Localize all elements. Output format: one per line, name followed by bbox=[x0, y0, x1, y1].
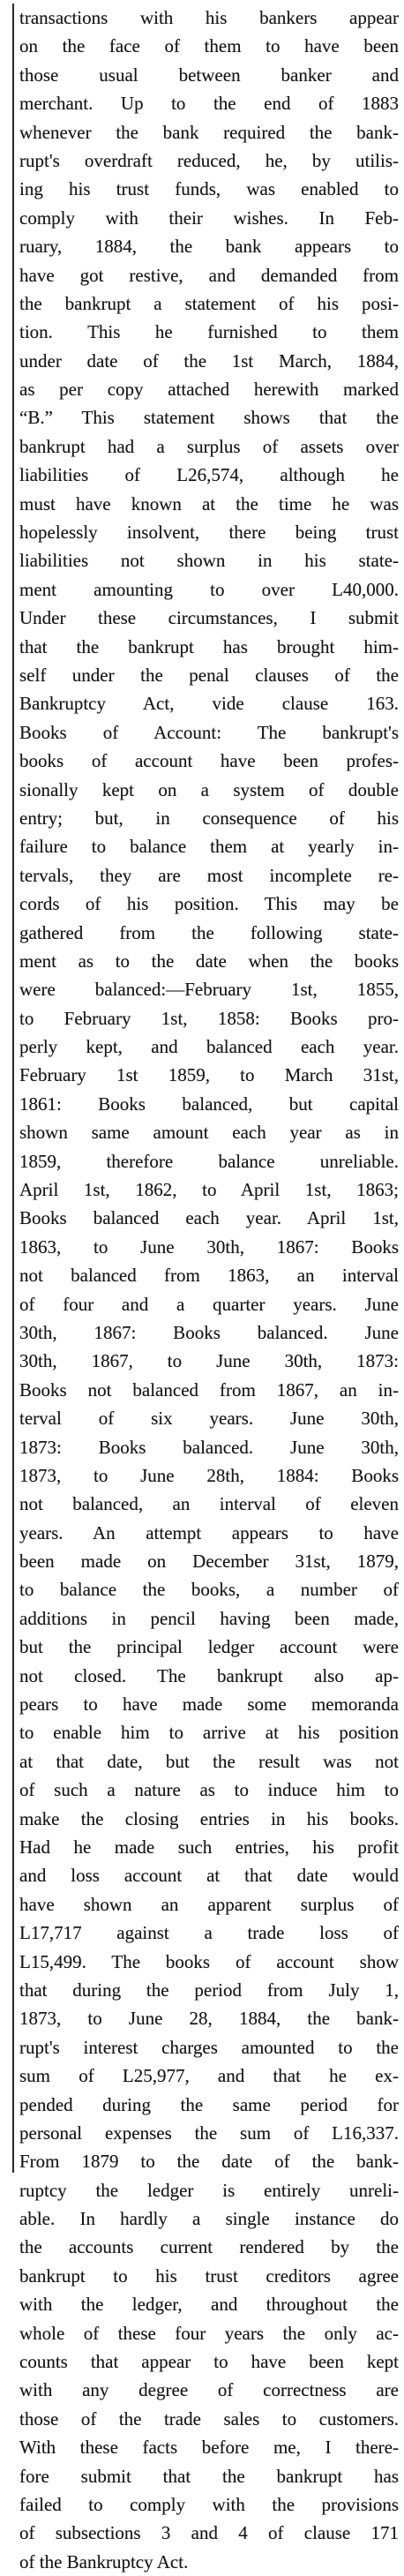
article-line: but the principal ledger account were bbox=[19, 1636, 399, 1658]
article-line: Books of Account: The bankrupt's bbox=[19, 721, 399, 743]
article-line: with the ledger, and throughout the bbox=[19, 2294, 399, 2316]
article-line: self under the penal clauses of the bbox=[19, 664, 399, 686]
article-body bbox=[19, 4, 399, 2576]
article-line: not balanced from 1863, an interval bbox=[19, 1265, 399, 1287]
article-line: those usual between banker and bbox=[19, 64, 399, 86]
article-line: 1863, to June 30th, 1867: Books bbox=[19, 1235, 399, 1258]
article-line: perly kept, and balanced each year. bbox=[19, 1036, 399, 1058]
article-line: tervals, they are most incomplete re- bbox=[19, 864, 399, 886]
article-line: of the Bankruptcy Act. bbox=[19, 2550, 189, 2572]
newspaper-column bbox=[12, 4, 399, 2572]
article-line: 30th, 1867, to June 30th, 1873: bbox=[19, 1350, 399, 1372]
article-line: of such a nature as to induce him to bbox=[19, 1779, 399, 1801]
article-line: pended during the same period for bbox=[19, 2093, 399, 2115]
article-line: been made on December 31st, 1879, bbox=[19, 1551, 399, 1573]
article-line: 1873, to June 28, 1884, the bank- bbox=[19, 2008, 399, 2030]
article-line: bankrupt had a surplus of assets over bbox=[19, 435, 399, 457]
article-line: years. An attempt appears to have bbox=[19, 1521, 399, 1543]
article-line: April 1st, 1862, to April 1st, 1863; bbox=[19, 1179, 399, 1201]
article-line: Books balanced each year. April 1st, bbox=[19, 1207, 399, 1229]
article-line: liabilities of L26,574, although he bbox=[19, 464, 399, 486]
article-line: shown same amount each year as in bbox=[19, 1122, 399, 1144]
article-line: failure to balance them at yearly in- bbox=[19, 836, 399, 858]
article-line: personal expenses the sum of L16,337. bbox=[19, 2122, 399, 2144]
article-line: the bankrupt a statement of his posi- bbox=[19, 292, 399, 314]
article-line: hopelessly insolvent, there being trust bbox=[19, 522, 399, 544]
article-line: Books not balanced from 1867, an in- bbox=[19, 1378, 399, 1401]
article-line: L17,717 against a trade loss of bbox=[19, 1922, 399, 1944]
article-line: on the face of them to have been bbox=[19, 35, 399, 57]
article-line: the accounts current rendered by the bbox=[19, 2236, 399, 2258]
article-line: entry; but, in consequence of his bbox=[19, 807, 399, 829]
article-line: 1859, therefore balance unreliable. bbox=[19, 1150, 399, 1172]
article-line: have got restive, and demanded from bbox=[19, 264, 399, 286]
article-line: February 1st 1859, to March 31st, bbox=[19, 1064, 399, 1086]
article-line: and loss account at that date would bbox=[19, 1865, 399, 1887]
article-line: rupt's interest charges amounted to the bbox=[19, 2036, 399, 2058]
article-line: Bankruptcy Act, vide clause 163. bbox=[19, 693, 399, 715]
article-line: sionally kept on a system of double bbox=[19, 778, 399, 800]
article-line: rupt's overdraft reduced, he, by utilis- bbox=[19, 149, 399, 171]
article-line: 1873, to June 28th, 1884: Books bbox=[19, 1464, 399, 1486]
article-line: 1861: Books balanced, but capital bbox=[19, 1093, 399, 1115]
article-line: ruary, 1884, the bank appears to bbox=[19, 236, 399, 258]
article-line: transactions with his bankers appear bbox=[19, 7, 399, 28]
article-line: ruptcy the ledger is entirely unreli- bbox=[19, 2179, 399, 2201]
article-line: cords of his position. This may be bbox=[19, 893, 399, 915]
article-line: failed to comply with the provisions bbox=[19, 2493, 399, 2515]
article-line: to February 1st, 1858: Books pro- bbox=[19, 1007, 399, 1029]
article-line: to enable him to arrive at his position bbox=[19, 1722, 399, 1744]
article-line: merchant. Up to the end of 1883 bbox=[19, 93, 399, 115]
article-line: that the bankrupt has brought him- bbox=[19, 635, 399, 657]
article-line: sum of L25,977, and that he ex- bbox=[19, 2065, 399, 2087]
article-line: With these facts before me, I there- bbox=[19, 2437, 399, 2459]
article-line: whole of these four years the only ac- bbox=[19, 2322, 399, 2344]
article-line: fore submit that the bankrupt has bbox=[19, 2465, 399, 2487]
article-line: of four and a quarter years. June bbox=[19, 1293, 399, 1315]
article-line: of subsections 3 and 4 of clause 171 bbox=[19, 2522, 399, 2544]
article-line: counts that appear to have been kept bbox=[19, 2351, 399, 2373]
article-line: make the closing entries in his books. bbox=[19, 1807, 399, 1829]
article-line: not balanced, an interval of eleven bbox=[19, 1493, 399, 1515]
article-line: at that date, but the result was not bbox=[19, 1750, 399, 1772]
article-line: terval of six years. June 30th, bbox=[19, 1408, 399, 1430]
article-line: Had he made such entries, his profit bbox=[19, 1836, 399, 1858]
article-line: comply with their wishes. In Feb- bbox=[19, 207, 399, 229]
article-line: 30th, 1867: Books balanced. June bbox=[19, 1321, 399, 1343]
article-line: pears to have made some memoranda bbox=[19, 1694, 399, 1716]
article-line: L15,499. The books of account show bbox=[19, 1950, 399, 1972]
article-line: whenever the bank required the bank- bbox=[19, 121, 399, 143]
article-line: as per copy attached herewith marked bbox=[19, 379, 399, 401]
article-line: were balanced:—February 1st, 1855, bbox=[19, 979, 399, 1001]
article-line: liabilities not shown in his state- bbox=[19, 550, 399, 572]
article-line: 1873: Books balanced. June 30th, bbox=[19, 1436, 399, 1458]
article-line: “B.” This statement shows that the bbox=[19, 407, 399, 429]
article-line: From 1879 to the date of the bank- bbox=[19, 2151, 399, 2173]
article-line: tion. This he furnished to them bbox=[19, 321, 399, 343]
article-line: have shown an apparent surplus of bbox=[19, 1893, 399, 1915]
article-line: under date of the 1st March, 1884, bbox=[19, 349, 399, 372]
article-line: those of the trade sales to customers. bbox=[19, 2407, 399, 2430]
article-line: Under these circumstances, I submit bbox=[19, 607, 399, 629]
article-line: ing his trust funds, was enabled to bbox=[19, 178, 399, 200]
article-line: able. In hardly a single instance do bbox=[19, 2208, 399, 2230]
article-line: additions in pencil having been made, bbox=[19, 1607, 399, 1629]
article-line: bankrupt to his trust creditors agree bbox=[19, 2264, 399, 2287]
article-line: gathered from the following state- bbox=[19, 921, 399, 943]
article-line: books of account have been profes- bbox=[19, 750, 399, 772]
article-line: to balance the books, a number of bbox=[19, 1579, 399, 1601]
article-line: that during the period from July 1, bbox=[19, 1979, 399, 2001]
article-line: not closed. The bankrupt also ap- bbox=[19, 1664, 399, 1686]
article-line: ment amounting to over L40,000. bbox=[19, 578, 399, 600]
article-line: ment as to the date when the books bbox=[19, 950, 399, 972]
article-line: must have known at the time he was bbox=[19, 492, 399, 514]
article-line: with any degree of correctness are bbox=[19, 2379, 399, 2401]
